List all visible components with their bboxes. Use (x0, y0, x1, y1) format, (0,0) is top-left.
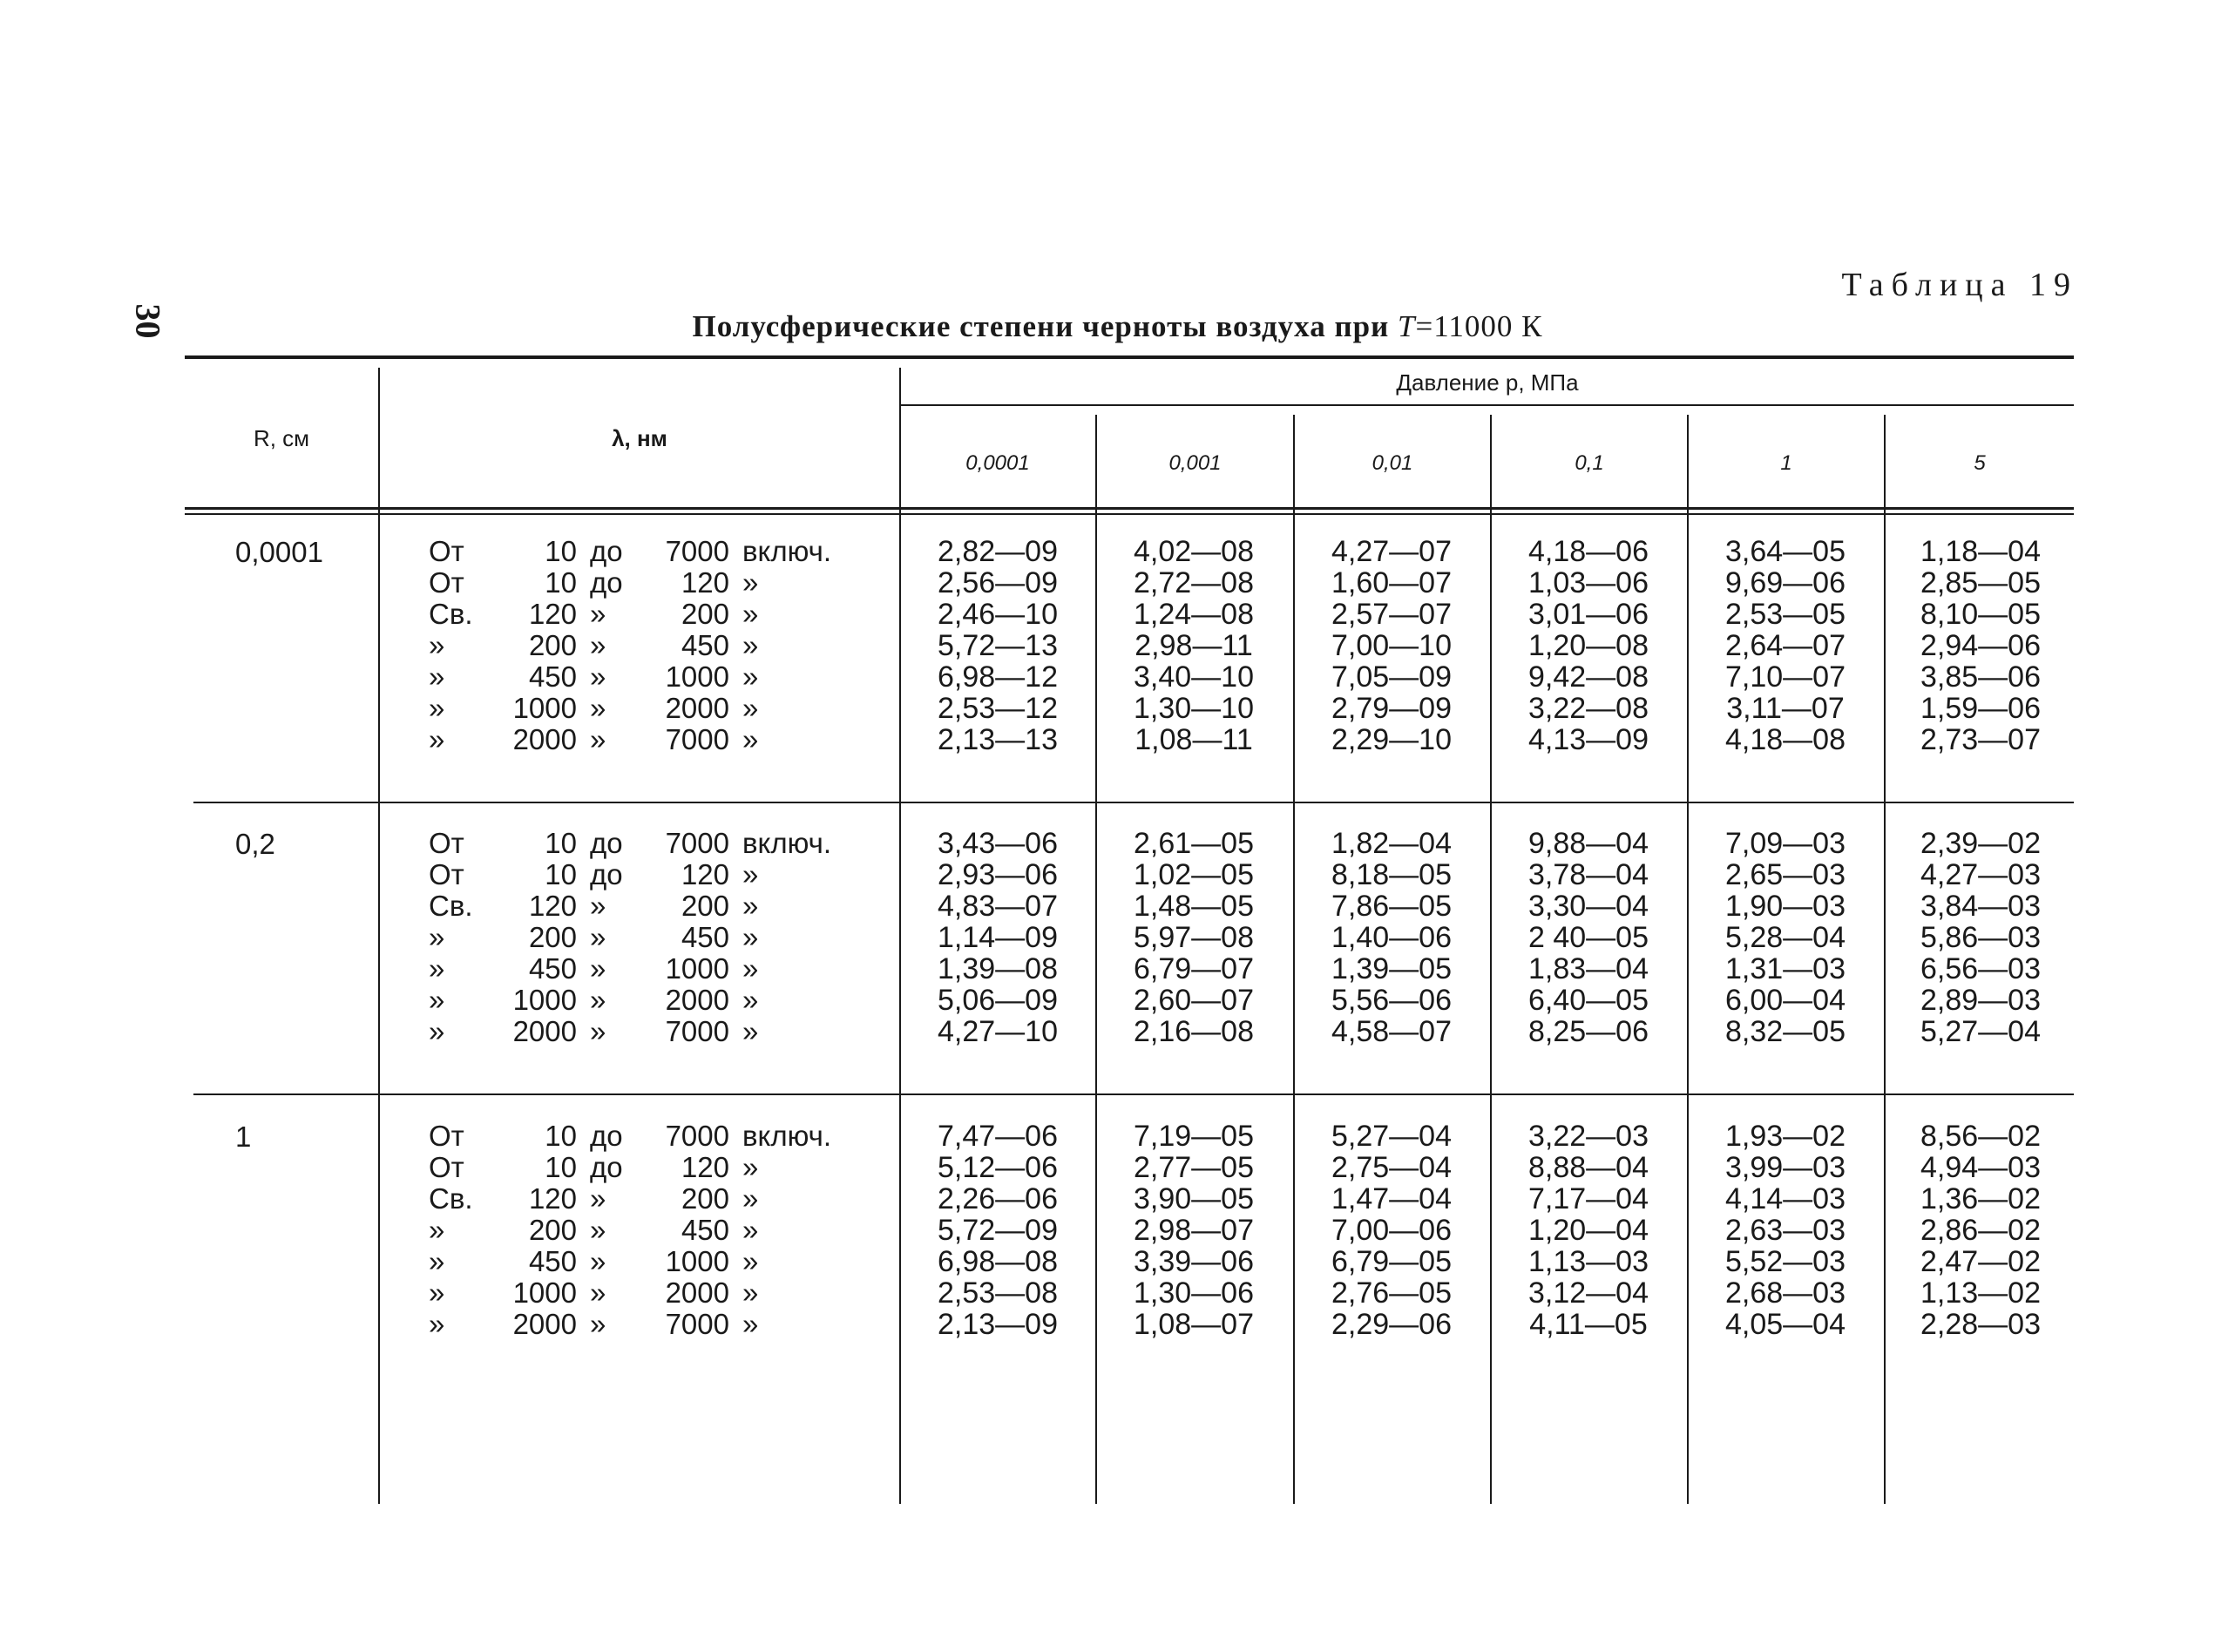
value-cell: 6,00—04 (1725, 984, 1846, 1017)
header-double-rule-bottom (185, 513, 2074, 515)
value-cell: 5,27—04 (1920, 1015, 2041, 1048)
value-cell: 1,08—11 (1134, 723, 1253, 756)
lambda-range-cell: 200 (528, 921, 577, 953)
lambda-range-cell: 2000 (665, 1276, 729, 1309)
lambda-range-cell: » (742, 660, 759, 693)
lambda-range-cell: 200 (528, 629, 577, 661)
value-cell: 2,85—05 (1920, 566, 2041, 599)
value-cell: 2,64—07 (1725, 629, 1846, 662)
value-cell: 1,13—03 (1528, 1245, 1649, 1278)
value-cell: 7,47—06 (938, 1120, 1058, 1153)
lambda-range-cell: 2000 (512, 1308, 577, 1340)
lambda-range-cell: » (590, 692, 606, 724)
lambda-range-cell: » (590, 1308, 606, 1340)
value-cell: 3,12—04 (1528, 1276, 1649, 1310)
value-cell: 2,56—09 (938, 566, 1058, 599)
value-cell: 1,30—10 (1134, 692, 1254, 725)
lambda-range-cell: 450 (681, 629, 729, 661)
value-cell: 3,64—05 (1725, 535, 1846, 568)
lambda-range-cell: 120 (681, 566, 729, 599)
value-cell: 1,18—04 (1920, 535, 2041, 568)
value-cell: 2,28—03 (1920, 1308, 2041, 1341)
lambda-range-cell: 7000 (665, 535, 729, 567)
pressure-col-3: 0,1 (1575, 451, 1604, 475)
value-cell: 4,83—07 (938, 890, 1058, 923)
r-value: 0,0001 (235, 536, 323, 568)
value-cell: 2,63—03 (1725, 1214, 1846, 1247)
lambda-range-cell: » (590, 1015, 606, 1047)
value-cell: 3,90—05 (1134, 1182, 1254, 1215)
lambda-range-cell: » (742, 1151, 759, 1183)
value-cell: 4,02—08 (1134, 535, 1254, 568)
value-cell: 1,31—03 (1725, 952, 1846, 985)
table-label: Таблица 19 (1841, 267, 2078, 303)
lambda-range-cell: » (429, 1308, 445, 1340)
lambda-range-cell: » (429, 921, 445, 953)
value-cell: 6,79—07 (1134, 952, 1254, 985)
value-cell: 6,79—05 (1331, 1245, 1452, 1278)
value-cell: 5,27—04 (1331, 1120, 1452, 1153)
lambda-range-cell: включ. (742, 535, 831, 567)
lambda-range-cell: 7000 (665, 1015, 729, 1047)
lambda-range-cell: 10 (545, 1120, 577, 1152)
title-symbol: T (1398, 309, 1416, 343)
lambda-range-cell: » (742, 566, 759, 599)
pressure-col-1: 0,001 (1168, 451, 1222, 475)
r-value: 0,2 (235, 828, 275, 860)
lambda-range-cell: » (590, 1245, 606, 1277)
lambda-range-cell: » (590, 1182, 606, 1215)
lambda-range-cell: Св. (429, 1182, 473, 1215)
value-cell: 4,27—03 (1920, 858, 2041, 891)
value-column (1492, 828, 1685, 1047)
value-cell: 6,98—12 (938, 660, 1058, 694)
value-cell: 2,57—07 (1331, 598, 1452, 631)
lambda-range-cell: » (742, 1245, 759, 1277)
lambda-range-cell: 1000 (512, 1276, 577, 1309)
value-cell: 9,42—08 (1528, 660, 1649, 694)
value-column (901, 1121, 1094, 1340)
value-cell: 4,18—06 (1528, 535, 1649, 568)
lambda-range-cell: » (429, 1245, 445, 1277)
value-column (1492, 536, 1685, 755)
value-cell: 1,83—04 (1528, 952, 1649, 985)
pressure-col-0: 0,0001 (965, 451, 1030, 475)
title-tail: =11000 К (1415, 309, 1543, 343)
value-cell: 7,10—07 (1725, 660, 1846, 694)
lambda-range-cell: » (742, 921, 759, 953)
lambda-range-cell: 450 (528, 952, 577, 985)
lambda-range-cell: 200 (681, 1182, 729, 1215)
value-cell: 2,16—08 (1134, 1015, 1254, 1048)
value-cell: 2,13—13 (938, 723, 1058, 756)
value-cell: 2,93—06 (938, 858, 1058, 891)
value-cell: 5,72—09 (938, 1214, 1058, 1247)
value-cell: 2,72—08 (1134, 566, 1254, 599)
value-cell: 4,18—08 (1725, 723, 1846, 756)
value-cell: 2,94—06 (1920, 629, 2041, 662)
value-cell: 7,05—09 (1331, 660, 1452, 694)
value-column (1689, 536, 1882, 755)
value-cell: 5,52—03 (1725, 1245, 1846, 1278)
value-cell: 3,22—03 (1528, 1120, 1649, 1153)
data-table (185, 355, 2074, 1504)
value-column (1884, 536, 2077, 755)
lambda-range-cell: От (429, 566, 464, 599)
lambda-range-cell: » (742, 1308, 759, 1340)
value-cell: 5,56—06 (1331, 984, 1452, 1017)
value-cell: 4,27—07 (1331, 535, 1452, 568)
value-cell: 2,73—07 (1920, 723, 2041, 756)
value-cell: 7,86—05 (1331, 890, 1452, 923)
value-cell: 2,82—09 (938, 535, 1058, 568)
value-cell: 2,53—12 (938, 692, 1058, 725)
value-cell: 3,84—03 (1920, 890, 2041, 923)
lambda-range-cell: » (590, 629, 606, 661)
value-cell: 7,09—03 (1725, 827, 1846, 860)
value-cell: 1,90—03 (1725, 890, 1846, 923)
value-cell: 2,75—04 (1331, 1151, 1452, 1184)
value-cell: 1,93—02 (1725, 1120, 1846, 1153)
lambda-range-cell: 1000 (665, 952, 729, 985)
value-cell: 1,02—05 (1134, 858, 1254, 891)
value-column (901, 828, 1094, 1047)
lambda-range-cell: 120 (528, 890, 577, 922)
lambda-range-cell: » (590, 952, 606, 985)
value-cell: 2,13—09 (938, 1308, 1058, 1341)
value-column (901, 536, 1094, 755)
lambda-range-cell: 2000 (665, 984, 729, 1016)
value-cell: 8,25—06 (1528, 1015, 1649, 1048)
value-cell: 1,39—08 (938, 952, 1058, 985)
lambda-range-cell: Св. (429, 598, 473, 630)
value-cell: 2,47—02 (1920, 1245, 2041, 1278)
value-cell: 2,89—03 (1920, 984, 2041, 1017)
value-cell: 1,14—09 (938, 921, 1058, 954)
value-column (1295, 1121, 1488, 1340)
value-cell: 6,40—05 (1528, 984, 1649, 1017)
value-cell: 1,13—02 (1920, 1276, 2041, 1310)
lambda-range-cell: 200 (681, 598, 729, 630)
lambda-range-cell: 450 (528, 660, 577, 693)
value-cell: 1,36—02 (1920, 1182, 2041, 1215)
lambda-range-cell: 120 (681, 858, 729, 890)
lambda-range-cell: до (590, 566, 623, 599)
value-cell: 4,14—03 (1725, 1182, 1846, 1215)
value-cell: 2,53—08 (938, 1276, 1058, 1310)
value-cell: 9,88—04 (1528, 827, 1649, 860)
page-number: 30 (128, 303, 168, 339)
value-cell: 7,17—04 (1528, 1182, 1649, 1215)
lambda-range-cell: 7000 (665, 1120, 729, 1152)
lambda-range-cell: 200 (681, 890, 729, 922)
value-cell: 3,43—06 (938, 827, 1058, 860)
value-cell: 1,48—05 (1134, 890, 1254, 923)
value-column (1097, 536, 1290, 755)
value-column (1884, 828, 2077, 1047)
lambda-range-cell: » (742, 984, 759, 1016)
lambda-range-cell: 2000 (665, 692, 729, 724)
lambda-range-cell: » (742, 1182, 759, 1215)
lambda-range-cell: » (429, 1015, 445, 1047)
value-cell: 5,28—04 (1725, 921, 1846, 954)
value-cell: 2,98—11 (1134, 629, 1253, 662)
value-cell: 1,47—04 (1331, 1182, 1452, 1215)
pressure-col-5: 5 (1974, 451, 1986, 475)
value-cell: 2,39—02 (1920, 827, 2041, 860)
lambda-range-cell: 10 (545, 1151, 577, 1183)
lambda-range-cell: » (742, 890, 759, 922)
value-cell: 3,11—07 (1726, 692, 1845, 725)
value-cell: 5,97—08 (1134, 921, 1254, 954)
table-title (0, 309, 2235, 344)
lambda-range-cell: 120 (528, 1182, 577, 1215)
lambda-range-cell: » (590, 723, 606, 755)
value-cell: 1,24—08 (1134, 598, 1254, 631)
lambda-range-cell: » (429, 984, 445, 1016)
lambda-range-cell: до (590, 827, 623, 859)
lambda-range-cell: » (590, 890, 606, 922)
lambda-range-cell: 450 (681, 921, 729, 953)
value-cell: 9,69—06 (1725, 566, 1846, 599)
value-cell: 3,99—03 (1725, 1151, 1846, 1184)
lambda-range-cell: От (429, 535, 464, 567)
value-column (1689, 1121, 1882, 1340)
value-cell: 2,77—05 (1134, 1151, 1254, 1184)
pressure-col-4: 1 (1780, 451, 1792, 475)
value-column (1295, 828, 1488, 1047)
lambda-range-cell: » (590, 984, 606, 1016)
lambda-range-cell: до (590, 535, 623, 567)
value-cell: 8,10—05 (1920, 598, 2041, 631)
value-cell: 5,06—09 (938, 984, 1058, 1017)
lambda-range-cell: 7000 (665, 827, 729, 859)
value-column (1097, 1121, 1290, 1340)
value-cell: 3,85—06 (1920, 660, 2041, 694)
lambda-range-cell: » (590, 1276, 606, 1309)
value-cell: 2,29—10 (1331, 723, 1452, 756)
pressure-subheader-rule (899, 404, 2074, 406)
value-cell: 2,60—07 (1134, 984, 1254, 1017)
value-cell: 2,68—03 (1725, 1276, 1846, 1310)
value-cell: 2,86—02 (1920, 1214, 2041, 1247)
header-double-rule-top (185, 507, 2074, 510)
lambda-range-cell: Св. (429, 890, 473, 922)
lambda-range-cell: » (429, 629, 445, 661)
value-cell: 4,13—09 (1528, 723, 1649, 756)
value-column (1295, 536, 1488, 755)
value-cell: 5,12—06 (938, 1151, 1058, 1184)
value-cell: 3,22—08 (1528, 692, 1649, 725)
lambda-range-cell: 120 (681, 1151, 729, 1183)
value-cell: 4,05—04 (1725, 1308, 1846, 1341)
lambda-range-cell: » (429, 660, 445, 693)
lambda-range-cell: » (742, 723, 759, 755)
value-cell: 2,29—06 (1331, 1308, 1452, 1341)
lambda-range-cell: до (590, 858, 623, 890)
lambda-range-cell: включ. (742, 1120, 831, 1152)
value-column (1097, 828, 1290, 1047)
value-cell: 6,98—08 (938, 1245, 1058, 1278)
value-cell: 1,39—05 (1331, 952, 1452, 985)
value-column (1884, 1121, 2077, 1340)
pressure-col-2: 0,01 (1371, 451, 1413, 475)
lambda-range-cell: » (742, 858, 759, 890)
value-cell: 3,78—04 (1528, 858, 1649, 891)
lambda-range-cell: до (590, 1151, 623, 1183)
header-r: R, см (253, 425, 310, 451)
lambda-range-cell: » (429, 1276, 445, 1309)
lambda-range-cell: 120 (528, 598, 577, 630)
lambda-range-cell: » (590, 598, 606, 630)
value-cell: 1,60—07 (1331, 566, 1452, 599)
value-cell: 7,19—05 (1134, 1120, 1254, 1153)
lambda-range-cell: » (429, 723, 445, 755)
lambda-range-cell: 10 (545, 535, 577, 567)
lambda-range-cell: 1000 (512, 984, 577, 1016)
lambda-range-cell: От (429, 1151, 464, 1183)
lambda-range-cell: 7000 (665, 1308, 729, 1340)
lambda-range-cell: От (429, 1120, 464, 1152)
value-cell: 4,11—05 (1529, 1308, 1648, 1341)
header-lambda: λ, нм (612, 425, 667, 451)
value-column (1492, 1121, 1685, 1340)
value-cell: 4,27—10 (938, 1015, 1058, 1048)
value-cell: 2,98—07 (1134, 1214, 1254, 1247)
lambda-range-cell: 7000 (665, 723, 729, 755)
lambda-range-cell: 2000 (512, 723, 577, 755)
value-cell: 2,53—05 (1725, 598, 1846, 631)
group-separator-2 (193, 1093, 2074, 1095)
value-cell: 2,79—09 (1331, 692, 1452, 725)
value-cell: 3,39—06 (1134, 1245, 1254, 1278)
value-cell: 1,20—08 (1528, 629, 1649, 662)
lambda-range-cell: » (590, 1214, 606, 1246)
value-cell: 8,88—04 (1528, 1151, 1649, 1184)
lambda-range-cell: » (742, 598, 759, 630)
lambda-range-cell: » (742, 1015, 759, 1047)
header-pressure: Давление p, МПа (1396, 369, 1579, 396)
lambda-range-cell: 450 (528, 1245, 577, 1277)
lambda-range-cell: » (429, 1214, 445, 1246)
value-cell: 7,00—06 (1331, 1214, 1452, 1247)
lambda-range-cell: От (429, 827, 464, 859)
lambda-range-cell: 1000 (512, 692, 577, 724)
vrule-r-lambda (378, 368, 380, 1504)
value-cell: 3,30—04 (1528, 890, 1649, 923)
value-cell: 8,32—05 (1725, 1015, 1846, 1048)
value-cell: 1,03—06 (1528, 566, 1649, 599)
lambda-range-cell: 10 (545, 827, 577, 859)
lambda-range-cell: 1000 (665, 660, 729, 693)
lambda-range-cell: » (742, 1276, 759, 1309)
lambda-range-cell: 450 (681, 1214, 729, 1246)
lambda-range-cell: 2000 (512, 1015, 577, 1047)
value-cell: 4,58—07 (1331, 1015, 1452, 1048)
value-cell: 2,61—05 (1134, 827, 1254, 860)
lambda-range-cell: » (590, 660, 606, 693)
value-cell: 1,82—04 (1331, 827, 1452, 860)
value-cell: 3,01—06 (1528, 598, 1649, 631)
value-cell: 4,94—03 (1920, 1151, 2041, 1184)
lambda-range-cell: От (429, 858, 464, 890)
lambda-range-cell: до (590, 1120, 623, 1152)
value-cell: 1,59—06 (1920, 692, 2041, 725)
lambda-range-cell: » (429, 952, 445, 985)
lambda-range-cell: » (742, 629, 759, 661)
value-cell: 8,56—02 (1920, 1120, 2041, 1153)
lambda-range-cell: 1000 (665, 1245, 729, 1277)
value-cell: 1,08—07 (1134, 1308, 1254, 1341)
value-cell: 7,00—10 (1331, 629, 1452, 662)
value-cell: 6,56—03 (1920, 952, 2041, 985)
value-cell: 5,86—03 (1920, 921, 2041, 954)
lambda-range-cell: » (429, 692, 445, 724)
lambda-range-cell: » (742, 952, 759, 985)
value-cell: 3,40—10 (1134, 660, 1254, 694)
value-cell: 8,18—05 (1331, 858, 1452, 891)
value-cell: 2 40—05 (1528, 921, 1649, 954)
lambda-range-cell: » (742, 692, 759, 724)
value-column (1689, 828, 1882, 1047)
group-separator-1 (193, 802, 2074, 803)
lambda-range-cell: включ. (742, 827, 831, 859)
lambda-range-cell: 200 (528, 1214, 577, 1246)
value-cell: 2,76—05 (1331, 1276, 1452, 1310)
r-value: 1 (235, 1121, 252, 1153)
lambda-range-cell: » (742, 1214, 759, 1246)
value-cell: 1,30—06 (1134, 1276, 1254, 1310)
lambda-range-cell: » (590, 921, 606, 953)
title-main: Полусферические степени черноты воздуха при (692, 309, 1398, 343)
value-cell: 2,46—10 (938, 598, 1058, 631)
value-cell: 1,20—04 (1528, 1214, 1649, 1247)
top-rule (185, 355, 2074, 359)
value-cell: 2,65—03 (1725, 858, 1846, 891)
value-cell: 1,40—06 (1331, 921, 1452, 954)
lambda-range-cell: 10 (545, 566, 577, 599)
value-cell: 5,72—13 (938, 629, 1058, 662)
value-cell: 2,26—06 (938, 1182, 1058, 1215)
lambda-range-cell: 10 (545, 858, 577, 890)
